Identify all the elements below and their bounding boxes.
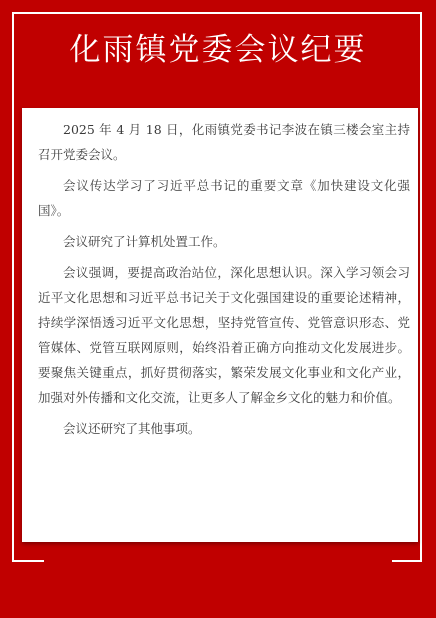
frame-top-line [14, 12, 420, 14]
paragraph-other-matters: 会议还研究了其他事项。 [63, 421, 201, 436]
paragraph-meeting-info: 2025 年 4 月 18 日，化雨镇党委书记李波在镇三楼会室主持召开党委会议。 [38, 122, 410, 162]
frame-bottom-left-stub [12, 560, 44, 562]
frame-right-line [420, 12, 422, 562]
paragraph-emphasis: 会议强调，要提高政治站位，深化思想认识。深入学习领会习近平文化思想和习近平总书记关于文化强国建设的重要论述精神，持续学深悟透习近平文化思想，坚持党管宣传、党管意识形态、党管媒体、党管互联网原则，始终沿着正确方向推动文化发展进步。要聚焦关键重点，抓好贯彻落实，繁荣发展文化事业和文化产业，加强对外传播和文化交流，让更多人了解金乡文化的魅力和价值。 [38, 265, 410, 405]
document-body [38, 117, 410, 447]
document-title: 化雨镇党委会议纪要 [69, 32, 367, 68]
paragraph-research: 会议研究了计算机处置工作。 [63, 234, 226, 249]
frame-left-line [12, 12, 14, 562]
frame-bottom-right-stub [392, 560, 422, 562]
paragraph-study: 会议传达学习了习近平总书记的重要文章《加快建设文化强国》。 [38, 178, 410, 218]
